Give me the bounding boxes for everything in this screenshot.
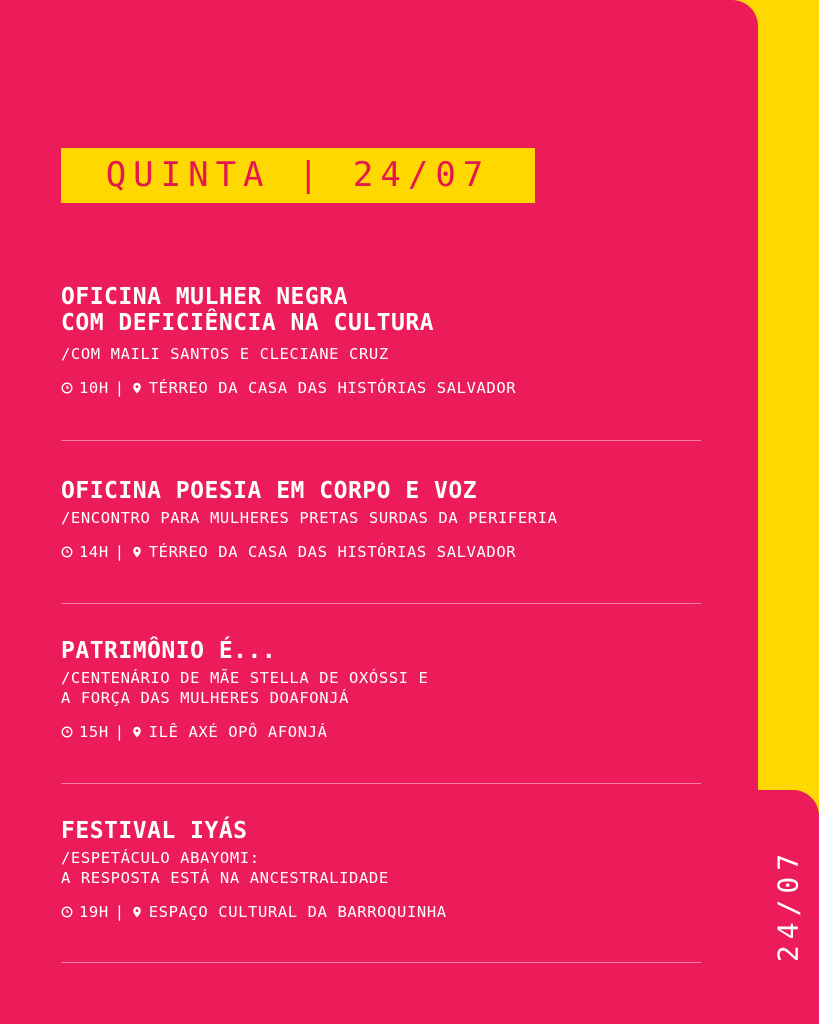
event-subtitle-line: A FORÇA DAS MULHERES DOAFONJÁ xyxy=(61,689,350,707)
clock-icon xyxy=(61,546,73,558)
event-title-line: OFICINA POESIA EM CORPO E VOZ xyxy=(61,478,478,504)
event-location: TÉRREO DA CASA DAS HISTÓRIAS SALVADOR xyxy=(148,543,517,561)
event-subtitle xyxy=(61,508,701,528)
event-title-line: FESTIVAL IYÁS xyxy=(61,818,248,844)
event-subtitle-line: /COM MAILI SANTOS E CLECIANE CRUZ xyxy=(61,345,389,363)
event-subtitle-line: A RESPOSTA ESTÁ NA ANCESTRALIDADE xyxy=(61,869,389,887)
event-item xyxy=(61,478,701,562)
event-location: TÉRREO DA CASA DAS HISTÓRIAS SALVADOR xyxy=(148,379,517,397)
event-subtitle-line: /ESPETÁCULO ABAYOMI: xyxy=(61,849,260,867)
day-heading: QUINTA | 24/07 xyxy=(61,148,535,203)
location-pin-icon xyxy=(131,546,143,558)
event-divider xyxy=(61,783,701,784)
event-divider xyxy=(61,962,701,963)
event-item xyxy=(61,638,701,742)
clock-icon xyxy=(61,906,73,918)
side-date-label: 24/07 xyxy=(771,847,805,963)
event-divider xyxy=(61,603,701,604)
event-title-line: COM DEFICIÊNCIA NA CULTURA xyxy=(61,310,435,336)
event-item xyxy=(61,284,701,398)
event-subtitle xyxy=(61,344,701,364)
event-location: ESPAÇO CULTURAL DA BARROQUINHA xyxy=(148,903,447,921)
event-item xyxy=(61,818,701,922)
event-subtitle xyxy=(61,848,701,888)
event-time: 14H xyxy=(79,543,109,561)
meta-separator: | xyxy=(114,723,125,741)
event-title-line: OFICINA MULHER NEGRA xyxy=(61,284,348,310)
event-title xyxy=(61,818,701,844)
event-subtitle-line: /CENTENÁRIO DE MÃE STELLA DE OXÓSSI E xyxy=(61,669,429,687)
event-location: ILÊ AXÉ OPÔ AFONJÁ xyxy=(148,723,328,741)
event-time: 19H xyxy=(79,903,109,921)
meta-separator: | xyxy=(114,379,125,397)
event-time: 10H xyxy=(79,379,109,397)
event-title-line: PATRIMÔNIO É... xyxy=(61,638,277,664)
event-time: 15H xyxy=(79,723,109,741)
clock-icon xyxy=(61,726,73,738)
event-meta xyxy=(61,542,701,562)
meta-separator: | xyxy=(114,543,125,561)
event-subtitle-line: /ENCONTRO PARA MULHERES PRETAS SURDAS DA PERIFERIA xyxy=(61,509,558,527)
event-title xyxy=(61,284,701,336)
clock-icon xyxy=(61,382,73,394)
event-divider xyxy=(61,440,701,441)
event-subtitle xyxy=(61,668,701,708)
side-notch xyxy=(758,762,786,790)
event-meta xyxy=(61,722,701,742)
location-pin-icon xyxy=(131,726,143,738)
event-meta xyxy=(61,902,701,922)
event-meta xyxy=(61,378,701,398)
event-title xyxy=(61,478,701,504)
location-pin-icon xyxy=(131,906,143,918)
event-title xyxy=(61,638,701,664)
location-pin-icon xyxy=(131,382,143,394)
meta-separator: | xyxy=(114,903,125,921)
